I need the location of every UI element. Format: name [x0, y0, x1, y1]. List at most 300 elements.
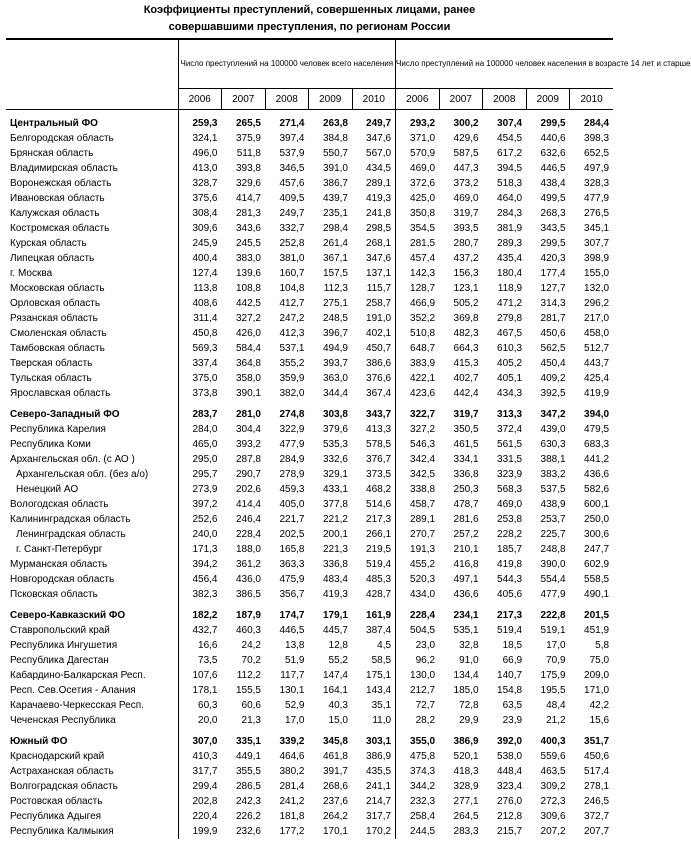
region-row: [6, 668, 613, 683]
value-cell: 412,7: [279, 298, 305, 309]
value-cell: 377,8: [322, 499, 348, 510]
value-cell: 324,1: [178, 131, 222, 146]
region-row: [6, 161, 613, 176]
value-cell: 303,1: [366, 736, 392, 747]
value-cell: 241,2: [279, 796, 305, 807]
value-cell: 273,9: [178, 482, 222, 497]
value-cell: 436,6: [584, 469, 610, 480]
value-cell: 342,5: [396, 467, 440, 482]
value-cell: 241,8: [366, 208, 392, 219]
value-cell: 328,7: [178, 176, 222, 191]
value-cell: 400,4: [178, 251, 222, 266]
value-cell: 70,9: [546, 655, 566, 666]
value-cell: 235,1: [322, 208, 348, 219]
region-row: [6, 497, 613, 512]
region-name: Калужская область: [10, 208, 100, 219]
value-cell: 419,3: [322, 589, 348, 600]
value-cell: 420,3: [540, 253, 566, 264]
region-row: [6, 281, 613, 296]
value-cell: 317,7: [178, 764, 222, 779]
value-cell: 245,9: [178, 236, 222, 251]
value-cell: 376,6: [366, 373, 392, 384]
value-cell: 438,4: [540, 178, 566, 189]
header-year-total-2006: 2006: [178, 89, 222, 110]
value-cell: 367,4: [366, 388, 392, 399]
value-cell: 432,7: [178, 623, 222, 638]
value-cell: 15,0: [328, 715, 348, 726]
value-cell: 337,4: [178, 356, 222, 371]
value-cell: 117,7: [280, 670, 305, 681]
value-cell: 380,2: [279, 766, 305, 777]
value-cell: 426,0: [235, 328, 261, 339]
value-cell: 485,3: [366, 574, 392, 585]
value-cell: 24,2: [241, 640, 261, 651]
value-cell: 517,4: [584, 766, 610, 777]
value-cell: 375,6: [178, 191, 222, 206]
value-cell: 258,4: [396, 809, 440, 824]
value-cell: 70,2: [241, 655, 261, 666]
region-name: Республика Коми: [10, 439, 91, 450]
value-cell: 334,1: [453, 454, 479, 465]
value-cell: 286,5: [235, 781, 261, 792]
value-cell: 382,0: [279, 388, 305, 399]
value-cell: 499,5: [540, 193, 566, 204]
value-cell: 415,3: [453, 358, 479, 369]
region-row: [6, 176, 613, 191]
value-cell: 397,2: [178, 497, 222, 512]
value-cell: 497,9: [584, 163, 610, 174]
value-cell: 343,5: [540, 223, 566, 234]
region-name: Архангельская обл. (без а/о): [16, 469, 149, 480]
value-cell: 457,4: [396, 251, 440, 266]
value-cell: 219,5: [366, 544, 392, 555]
value-cell: 559,6: [540, 751, 566, 762]
region-row: [6, 146, 613, 161]
value-cell: 394,2: [178, 557, 222, 572]
value-cell: 425,0: [396, 191, 440, 206]
value-cell: 72,7: [396, 698, 440, 713]
value-cell: 284,0: [178, 422, 222, 437]
value-cell: 520,1: [453, 751, 479, 762]
value-cell: 383,9: [396, 356, 440, 371]
region-name: Тверская область: [10, 358, 93, 369]
value-cell: 284,4: [584, 118, 610, 129]
value-cell: 355,0: [396, 734, 440, 749]
value-cell: 155,5: [235, 685, 261, 696]
value-cell: 240,0: [178, 527, 222, 542]
title-line-2: совершавшими преступления, по регионам России: [168, 21, 451, 33]
value-cell: 490,1: [584, 589, 610, 600]
value-cell: 281,4: [279, 781, 305, 792]
value-cell: 12,8: [328, 640, 348, 651]
value-cell: 281,3: [235, 208, 261, 219]
value-cell: 361,2: [235, 559, 261, 570]
value-cell: 450,6: [584, 751, 610, 762]
region-name: Тульская область: [10, 373, 92, 384]
value-cell: 15,6: [589, 715, 610, 726]
value-cell: 446,5: [540, 163, 566, 174]
header-year-corner: [6, 89, 178, 110]
value-cell: 314,3: [540, 298, 566, 309]
value-cell: 414,4: [235, 499, 261, 510]
value-cell: 143,4: [366, 685, 392, 696]
value-cell: 402,1: [366, 328, 392, 339]
value-cell: 617,2: [497, 148, 523, 159]
value-cell: 578,5: [366, 439, 392, 450]
value-cell: 295,0: [178, 452, 222, 467]
value-cell: 442,4: [453, 388, 479, 399]
region-name: Республика Карелия: [10, 424, 106, 435]
header-years-row: [6, 89, 613, 110]
value-cell: 405,1: [497, 373, 523, 384]
value-cell: 371,0: [396, 131, 440, 146]
region-name: Псковская область: [10, 589, 98, 600]
value-cell: 393,5: [453, 223, 479, 234]
value-cell: 425,4: [584, 373, 610, 384]
value-cell: 108,8: [235, 283, 261, 294]
value-cell: 394,5: [497, 163, 523, 174]
value-cell: 408,6: [178, 296, 222, 311]
value-cell: 413,3: [366, 424, 392, 435]
value-cell: 343,7: [366, 409, 392, 420]
value-cell: 510,8: [396, 326, 440, 341]
value-cell: 405,2: [497, 358, 523, 369]
value-cell: 296,2: [584, 298, 610, 309]
value-cell: 327,2: [235, 313, 261, 324]
value-cell: 327,2: [396, 422, 440, 437]
value-cell: 221,3: [322, 544, 348, 555]
value-cell: 383,0: [235, 253, 261, 264]
value-cell: 412,3: [279, 328, 305, 339]
value-cell: 322,9: [279, 424, 305, 435]
value-cell: 249,7: [279, 208, 305, 219]
value-cell: 505,2: [453, 298, 479, 309]
value-cell: 350,5: [453, 424, 479, 435]
value-cell: 454,5: [497, 133, 523, 144]
value-cell: 372,4: [497, 424, 523, 435]
value-cell: 217,0: [584, 313, 610, 324]
value-cell: 465,0: [178, 437, 222, 452]
value-cell: 23,0: [396, 638, 440, 653]
value-cell: 477,9: [584, 193, 610, 204]
value-cell: 419,3: [366, 193, 392, 204]
value-cell: 171,3: [178, 542, 222, 557]
value-cell: 391,7: [322, 766, 348, 777]
region-name: Республика Адыгея: [10, 811, 102, 822]
region-name: Карачаево-Черкесская Респ.: [10, 700, 144, 711]
value-cell: 199,9: [178, 824, 222, 839]
value-cell: 344,4: [322, 388, 348, 399]
value-cell: 281,5: [396, 236, 440, 251]
value-cell: 299,4: [178, 779, 222, 794]
region-name: Рязанская область: [10, 313, 98, 324]
region-row: [6, 779, 613, 794]
region-name: Смоленская область: [10, 328, 107, 339]
value-cell: 276,5: [584, 208, 610, 219]
value-cell: 336,8: [322, 559, 348, 570]
value-cell: 648,7: [396, 341, 440, 356]
value-cell: 582,6: [584, 484, 610, 495]
value-cell: 464,0: [497, 193, 523, 204]
value-cell: 386,5: [235, 589, 261, 600]
value-cell: 154,8: [497, 685, 523, 696]
value-cell: 477,9: [540, 589, 566, 600]
value-cell: 188,0: [235, 544, 261, 555]
value-cell: 466,9: [396, 296, 440, 311]
value-cell: 130,1: [279, 685, 305, 696]
value-cell: 433,1: [322, 484, 348, 495]
region-name: Ненецкий АО: [16, 484, 79, 495]
value-cell: 457,6: [279, 178, 305, 189]
value-cell: 40,3: [328, 700, 348, 711]
region-name: Калининградская область: [10, 514, 131, 525]
value-cell: 180,4: [497, 268, 523, 279]
value-cell: 469,0: [497, 499, 523, 510]
value-cell: 222,8: [540, 610, 566, 621]
value-cell: 364,8: [235, 358, 261, 369]
value-cell: 390,1: [235, 388, 261, 399]
value-cell: 358,0: [235, 373, 261, 384]
value-cell: 20,0: [178, 713, 222, 728]
value-cell: 446,5: [279, 625, 305, 636]
region-name: Ивановская область: [10, 193, 105, 204]
value-cell: 382,3: [178, 587, 222, 602]
value-cell: 287,8: [235, 454, 261, 465]
value-cell: 171,0: [584, 685, 610, 696]
value-cell: 632,6: [540, 148, 566, 159]
table-body: [6, 110, 613, 840]
value-cell: 475,8: [396, 749, 440, 764]
value-cell: 345,8: [322, 736, 348, 747]
value-cell: 290,7: [235, 469, 261, 480]
region-name: Северо-Западный ФО: [10, 409, 120, 420]
value-cell: 21,3: [241, 715, 261, 726]
value-cell: 317,7: [366, 811, 392, 822]
value-cell: 264,5: [453, 811, 479, 822]
value-cell: 478,7: [453, 499, 479, 510]
region-row: [6, 749, 613, 764]
value-cell: 339,2: [279, 736, 305, 747]
value-cell: 544,3: [497, 574, 523, 585]
value-cell: 202,5: [279, 529, 305, 540]
value-cell: 5,8: [595, 640, 610, 651]
region-name: Ставропольский край: [10, 625, 110, 636]
value-cell: 270,7: [396, 527, 440, 542]
value-cell: 438,9: [540, 499, 566, 510]
value-cell: 161,9: [366, 610, 392, 621]
value-cell: 546,3: [396, 437, 440, 452]
value-cell: 398,9: [584, 253, 610, 264]
value-cell: 72,8: [459, 700, 479, 711]
value-cell: 345,1: [584, 223, 610, 234]
value-cell: 461,5: [453, 439, 479, 450]
value-cell: 175,1: [366, 670, 392, 681]
value-cell: 568,3: [497, 484, 523, 495]
value-cell: 388,1: [540, 454, 566, 465]
value-cell: 343,6: [235, 223, 261, 234]
region-name: Республика Дагестан: [10, 655, 109, 666]
title-line-1: Коэффициенты преступлений, совершенных лицами, ранее: [143, 4, 476, 16]
value-cell: 182,2: [178, 608, 222, 623]
region-name: Ростовская область: [10, 796, 103, 807]
value-cell: 271,4: [279, 118, 305, 129]
value-cell: 253,8: [497, 514, 523, 525]
federal-district-row: [6, 608, 613, 623]
value-cell: 300,2: [453, 118, 479, 129]
value-cell: 468,2: [366, 484, 392, 495]
value-cell: 142,3: [396, 266, 440, 281]
value-cell: 284,9: [279, 454, 305, 465]
value-cell: 439,7: [322, 193, 348, 204]
region-row: [6, 467, 613, 482]
value-cell: 91,0: [459, 655, 479, 666]
value-cell: 479,5: [584, 424, 610, 435]
header-year-total-2008: 2008: [265, 89, 309, 110]
value-cell: 225,7: [540, 529, 566, 540]
value-cell: 461,8: [322, 751, 348, 762]
value-cell: 519,4: [497, 625, 523, 636]
region-name: Южный ФО: [10, 736, 68, 747]
value-cell: 295,7: [178, 467, 222, 482]
value-cell: 436,0: [235, 574, 261, 585]
value-cell: 554,4: [540, 574, 566, 585]
value-cell: 587,5: [453, 148, 479, 159]
value-cell: 439,0: [540, 424, 566, 435]
value-cell: 215,7: [497, 826, 523, 837]
value-cell: 445,7: [322, 625, 348, 636]
value-cell: 393,8: [235, 163, 261, 174]
value-cell: 48,4: [546, 700, 566, 711]
value-cell: 266,1: [366, 529, 392, 540]
region-name: Тамбовская область: [10, 343, 105, 354]
value-cell: 289,1: [396, 512, 440, 527]
value-cell: 436,6: [453, 589, 479, 600]
value-cell: 247,2: [279, 313, 305, 324]
value-cell: 460,3: [235, 625, 261, 636]
value-cell: 175,9: [540, 670, 566, 681]
value-cell: 519,4: [366, 559, 392, 570]
value-cell: 497,1: [453, 574, 479, 585]
region-name: Новгородская область: [10, 574, 115, 585]
value-cell: 390,0: [540, 559, 566, 570]
value-cell: 386,9: [366, 751, 392, 762]
value-cell: 253,7: [540, 514, 566, 525]
value-cell: 113,8: [178, 281, 222, 296]
federal-district-row: [6, 110, 613, 132]
value-cell: 419,9: [584, 388, 610, 399]
value-cell: 393,2: [235, 439, 261, 450]
value-cell: 414,7: [235, 193, 261, 204]
value-cell: 298,5: [366, 223, 392, 234]
value-cell: 304,4: [235, 424, 261, 435]
value-cell: 187,9: [235, 610, 261, 621]
region-row: [6, 221, 613, 236]
value-cell: 567,0: [366, 148, 392, 159]
value-cell: 96,2: [396, 653, 440, 668]
region-row: [6, 296, 613, 311]
header-year-total-2010: 2010: [352, 89, 396, 110]
value-cell: 386,7: [322, 178, 348, 189]
value-cell: 458,0: [584, 328, 610, 339]
value-cell: 561,5: [497, 439, 523, 450]
region-row: [6, 557, 613, 572]
value-cell: 440,6: [540, 133, 566, 144]
value-cell: 355,2: [279, 358, 305, 369]
region-name: Республика Ингушетия: [10, 640, 118, 651]
value-cell: 248,8: [540, 544, 566, 555]
value-cell: 347,6: [366, 253, 392, 264]
value-cell: 410,3: [178, 749, 222, 764]
value-cell: 450,4: [540, 358, 566, 369]
value-cell: 300,6: [584, 529, 610, 540]
value-cell: 279,8: [497, 313, 523, 324]
value-cell: 434,3: [497, 388, 523, 399]
value-cell: 209,0: [584, 670, 610, 681]
value-cell: 600,1: [584, 499, 610, 510]
value-cell: 21,2: [546, 715, 566, 726]
region-name: Республика Калмыкия: [10, 826, 114, 837]
value-cell: 212,7: [396, 683, 440, 698]
region-row: [6, 683, 613, 698]
value-cell: 51,9: [285, 655, 305, 666]
value-cell: 405,0: [279, 499, 305, 510]
value-cell: 449,1: [235, 751, 261, 762]
value-cell: 396,7: [322, 328, 348, 339]
value-cell: 400,3: [540, 736, 566, 747]
value-cell: 467,5: [497, 328, 523, 339]
value-cell: 514,6: [366, 499, 392, 510]
value-cell: 367,1: [322, 253, 348, 264]
value-cell: 537,5: [540, 484, 566, 495]
value-cell: 181,8: [279, 811, 305, 822]
value-cell: 381,9: [497, 223, 523, 234]
value-cell: 263,8: [322, 118, 348, 129]
value-cell: 249,7: [366, 118, 392, 129]
value-cell: 376,7: [366, 454, 392, 465]
federal-district-row: [6, 407, 613, 422]
value-cell: 402,7: [453, 373, 479, 384]
value-cell: 139,6: [235, 268, 261, 279]
region-row: [6, 311, 613, 326]
header-year-aged14-2006: 2006: [396, 89, 440, 110]
value-cell: 482,3: [453, 328, 479, 339]
value-cell: 418,3: [453, 766, 479, 777]
value-cell: 469,0: [396, 161, 440, 176]
value-cell: 356,7: [279, 589, 305, 600]
value-cell: 441,2: [584, 454, 610, 465]
value-cell: 221,7: [279, 514, 305, 525]
value-cell: 535,3: [322, 439, 348, 450]
value-cell: 332,7: [279, 223, 305, 234]
value-cell: 289,3: [497, 238, 523, 249]
value-cell: 221,2: [322, 514, 348, 525]
region-name: Мурманская область: [10, 559, 108, 570]
header-group-total-population: Число преступлений на 100000 человек всего населения: [178, 39, 396, 89]
value-cell: 363,0: [322, 373, 348, 384]
region-name: Белгородская область: [10, 133, 114, 144]
region-row: [6, 386, 613, 401]
value-cell: 384,8: [322, 133, 348, 144]
value-cell: 483,4: [322, 574, 348, 585]
value-cell: 471,2: [497, 298, 523, 309]
region-row: [6, 266, 613, 281]
value-cell: 289,1: [366, 178, 392, 189]
crime-rate-table: [6, 38, 691, 839]
value-cell: 29,9: [459, 715, 479, 726]
value-cell: 35,1: [371, 700, 392, 711]
value-cell: 299,5: [540, 118, 566, 129]
value-cell: 537,9: [279, 148, 305, 159]
